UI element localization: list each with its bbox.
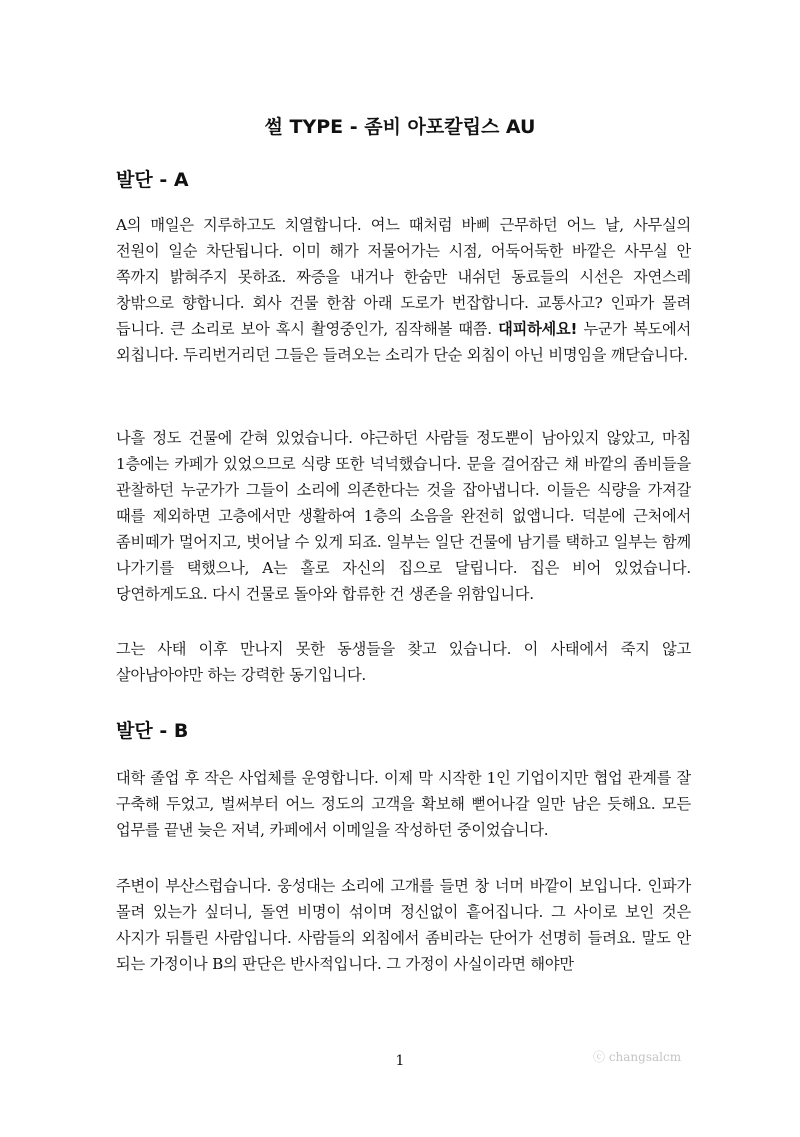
section-heading-b: 발단 - B <box>116 720 189 742</box>
paragraph-text: 누군가 복도에서 외칩니다. 두리번거리던 그들은 들려오는 소리가 단순 외침이 아닌 비명임을 깨닫습니다. <box>116 320 691 364</box>
paragraph-text: A의 매일은 지루하고도 치열합니다. 여느 때처럼 바삐 근무하던 어느 날, 사무실의 전원이 일순 차단됩니다. 이미 해가 저물어가는 시점, 어둑어둑한 바깥은 사무실 안 쪽까지 밝혀주지 못하죠. 짜증을 내거나 한숨만 내쉬던 동료들의 시선은 자연스레 창밖으로 향합니다. 회사 건물 한참 아래 도로가 번잡합니다. 교통사고? 인파가 몰려 듭니다. 큰 소리로 보아 혹시 촬영중인가, 짐작해볼 때쯤. <box>116 216 691 338</box>
section-a-paragraph-3: 그는 사태 이후 만나지 못한 동생들을 찾고 있습니다. 이 사태에서 죽지 않고 살아남아야만 하는 강력한 동기입니다. <box>116 640 691 684</box>
section-a-paragraph-2: 나흘 정도 건물에 갇혀 있었습니다. 야근하던 사람들 정도뿐이 남아있지 않았고, 마침 1층에는 카페가 있었으므로 식량 또한 넉넉했습니다. 문을 걸어잠근 채 바깥의 좀비들을 관찰하던 누군가가 그들이 소리에 의존한다는 것을 잡아냅니다. 이들은 식량을 가져갈 때를 제외하면 고층에서만 생활하여 1층의 소음을 완전히 없앱니다. 덕분에 근처에서 좀비떼가 멀어지고, 벗어날 수 있게 되죠. 일부는 일단 건물에 남기를 택하고 일부는 함께 나가기를 택했으나, A는 홀로 자신의 집으로 달립니다. 집은 비어 있었습니다. 당연하게도요. 다시 건물로 돌아와 합류한 건 생존을 위함입니다. <box>116 429 691 603</box>
section-b-paragraph-1: 대학 졸업 후 작은 사업체를 운영합니다. 이제 막 시작한 1인 기업이지만 협업 관계를 잘 구축해 두었고, 벌써부터 어느 정도의 고객을 확보해 뻗어나갈 일만 남은 듯해요. 모든 업무를 끝낸 늦은 저녁, 카페에서 이메일을 작성하던 중이었습니다. <box>116 769 691 839</box>
page-number: 1 <box>395 1053 405 1069</box>
section-b-paragraph-2: 주변이 부산스럽습니다. 웅성대는 소리에 고개를 들면 창 너머 바깥이 보입니다. 인파가 몰려 있는가 싶더니, 돌연 비명이 섞이며 정신없이 흩어집니다. 그 사이로 보인 것은 사지가 뒤틀린 사람입니다. 사람들의 외침에서 좀비라는 단어가 선명히 들려요. 말도 안 되는 가정이나 B의 판단은 반사적입니다. 그 가정이 사실이라면 해야만 <box>116 877 691 973</box>
section-heading-a: 발단 - A <box>116 169 189 191</box>
emphasized-shout: 대피하세요! <box>498 320 578 338</box>
section-a-paragraph-1 <box>116 212 691 368</box>
document-title: 썰 TYPE - 좀비 아포칼립스 AU <box>264 116 536 138</box>
copyright-watermark: ⓒ changsalcm <box>593 1050 682 1064</box>
